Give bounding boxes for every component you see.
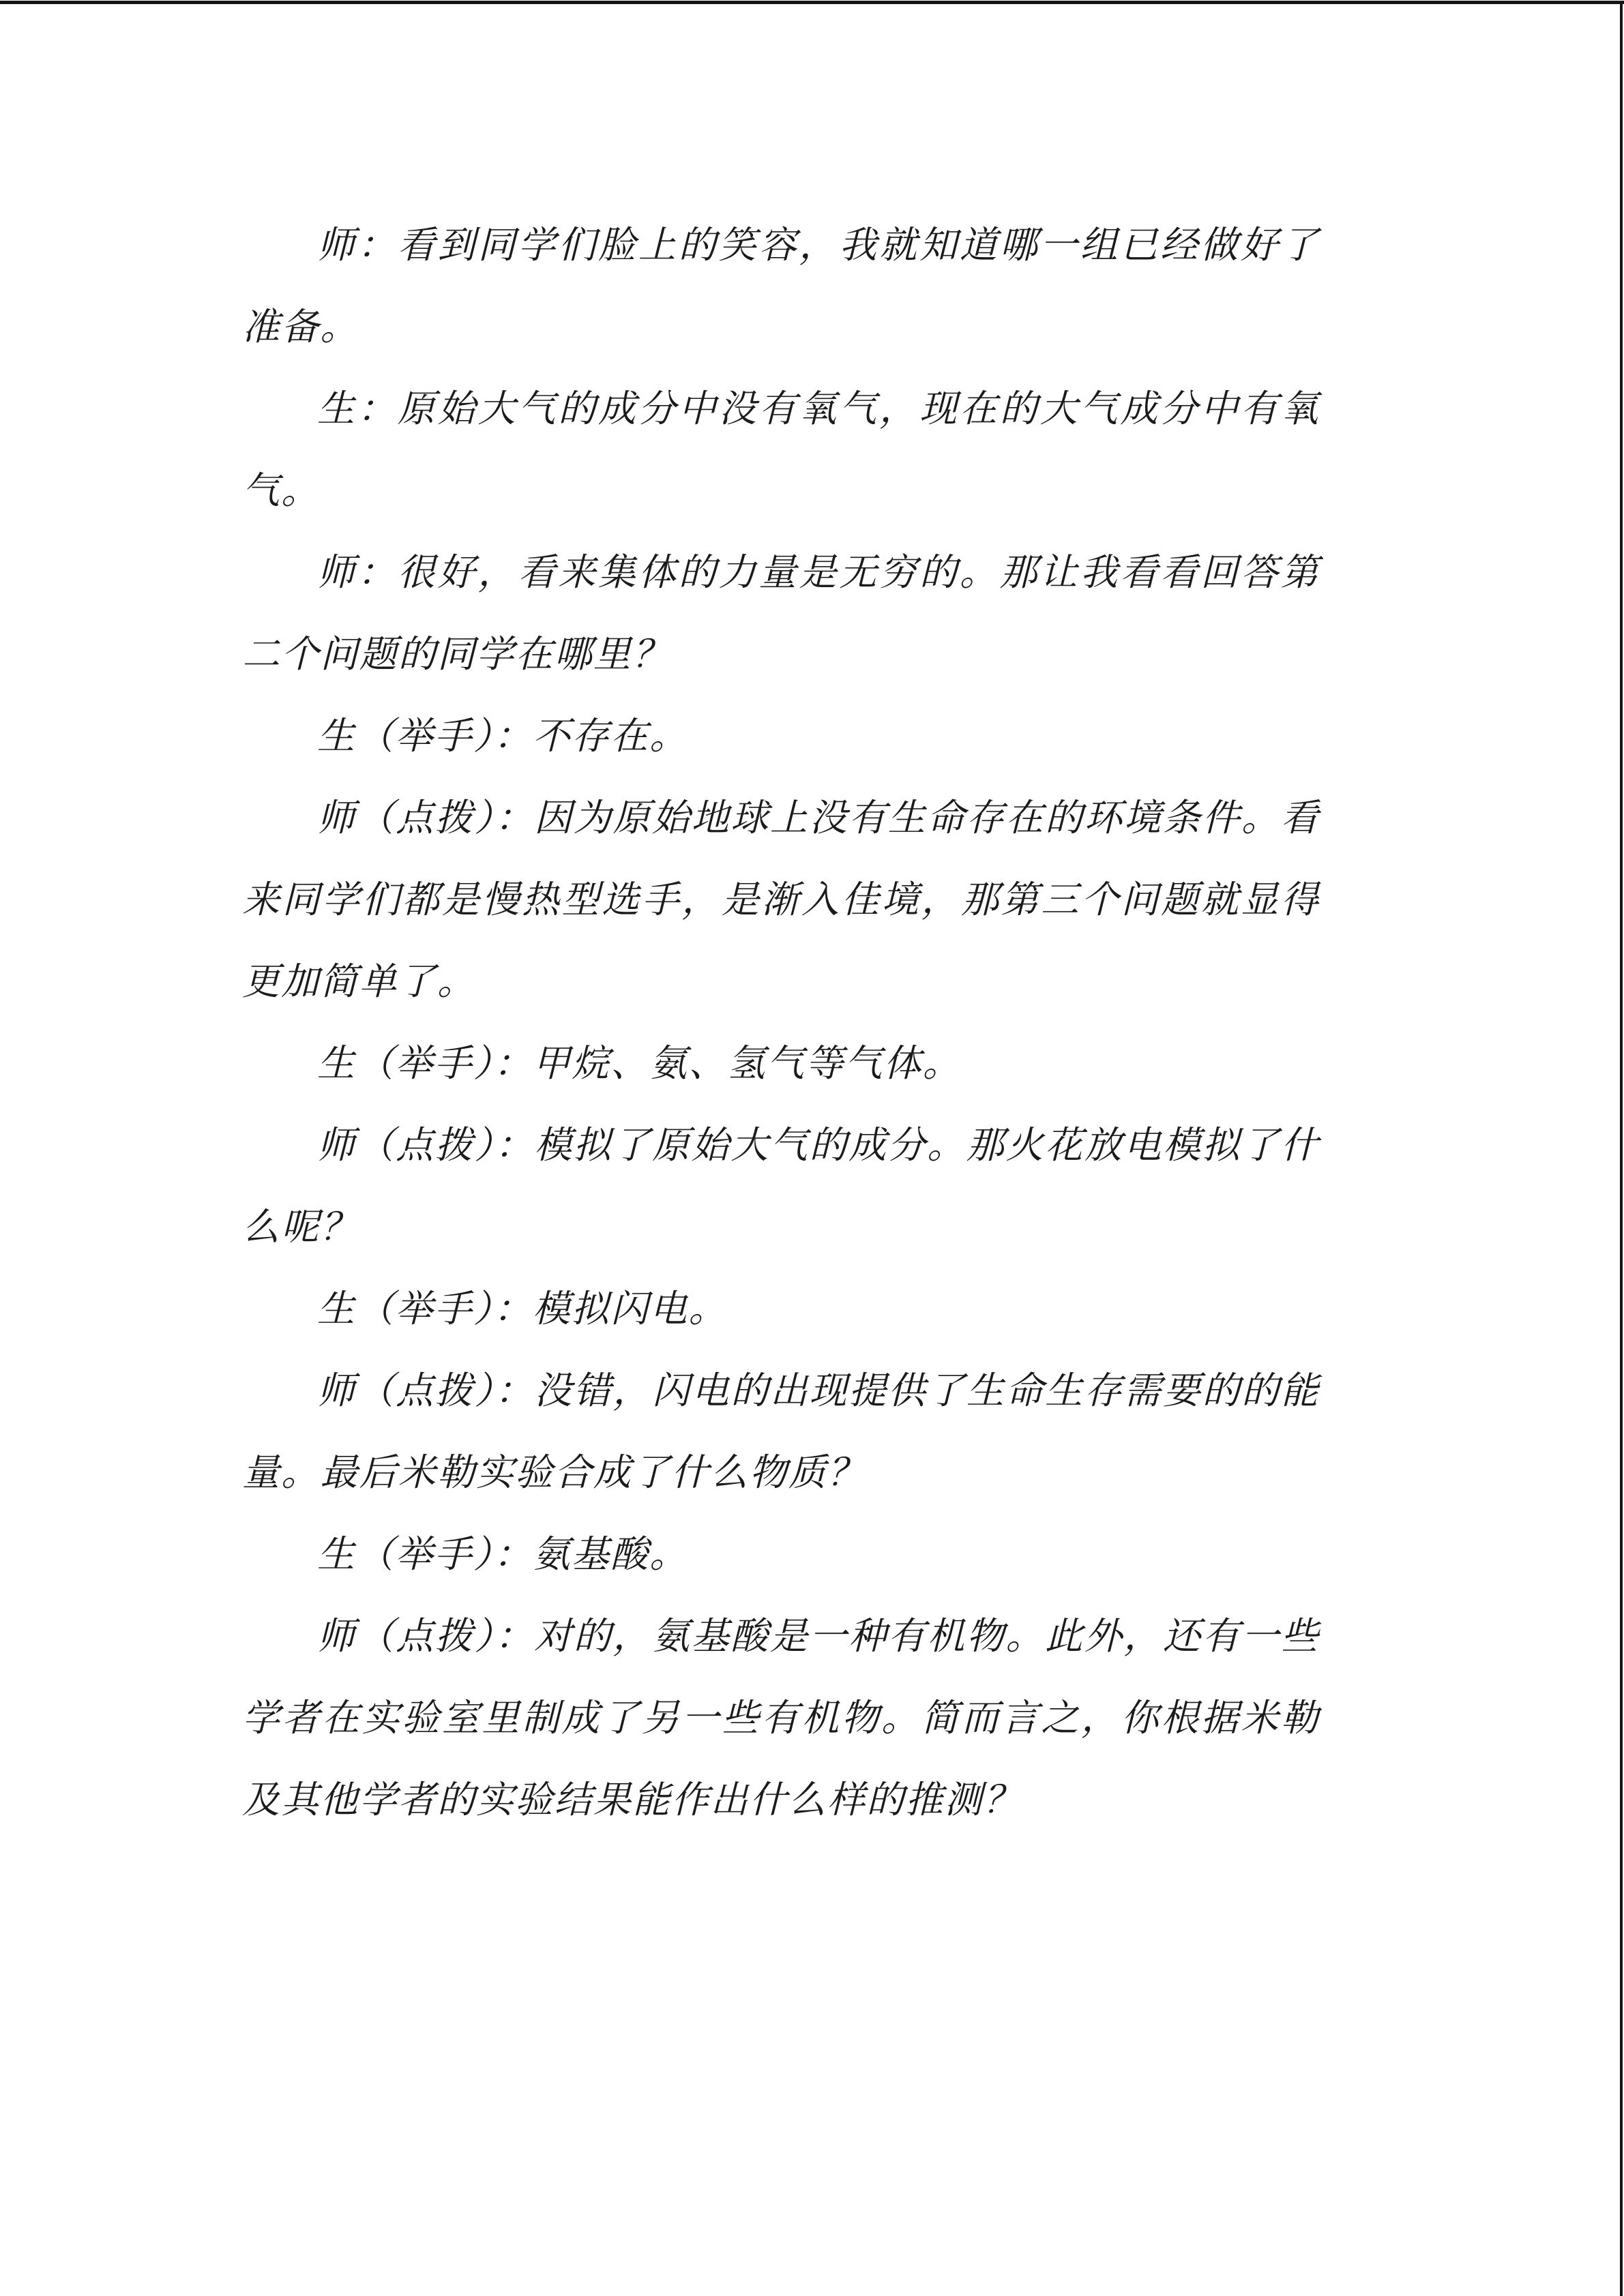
- transcript-paragraph: 生（举手）：氨基酸。: [317, 1534, 689, 1575]
- page-frame-top-rule: [0, 1, 1624, 4]
- transcript-paragraph: 生：原始大气的成分中没有氧气，现在的大气成分中有氧气。: [242, 388, 1320, 511]
- page-frame-right-rule: [1620, 1, 1623, 2296]
- transcript-paragraph: 师（点拨）：对的，氨基酸是一种有机物。此外，还有一些学者在实验室里制成了另一些有机物。简而言之，你根据米勒及其他学者的实验结果能作出什么样的推测？: [242, 1615, 1320, 1821]
- transcript-paragraph: 师（点拨）：因为原始地球上没有生命存在的环境条件。看来同学们都是慢热型选手，是渐入佳境，那第三个问题就显得更加简单了。: [242, 797, 1320, 1002]
- transcript-paragraph: 生（举手）：甲烷、氨、氢气等气体。: [317, 1043, 962, 1084]
- transcript-paragraph: 师：看到同学们脸上的笑容，我就知道哪一组已经做好了准备。: [242, 224, 1320, 348]
- transcript-paragraph: 师（点拨）：没错，闪电的出现提供了生命生存需要的的能量。最后米勒实验合成了什么物质？: [242, 1370, 1320, 1493]
- transcript-paragraph: 师（点拨）：模拟了原始大气的成分。那火花放电模拟了什么呢？: [242, 1124, 1320, 1248]
- transcript-paragraph: 师：很好，看来集体的力量是无穷的。那让我看看回答第二个问题的同学在哪里？: [242, 552, 1320, 675]
- document-body: [242, 205, 1320, 1841]
- transcript-paragraph: 生（举手）：不存在。: [317, 715, 689, 757]
- transcript-paragraph: 生（举手）：模拟闪电。: [317, 1288, 728, 1330]
